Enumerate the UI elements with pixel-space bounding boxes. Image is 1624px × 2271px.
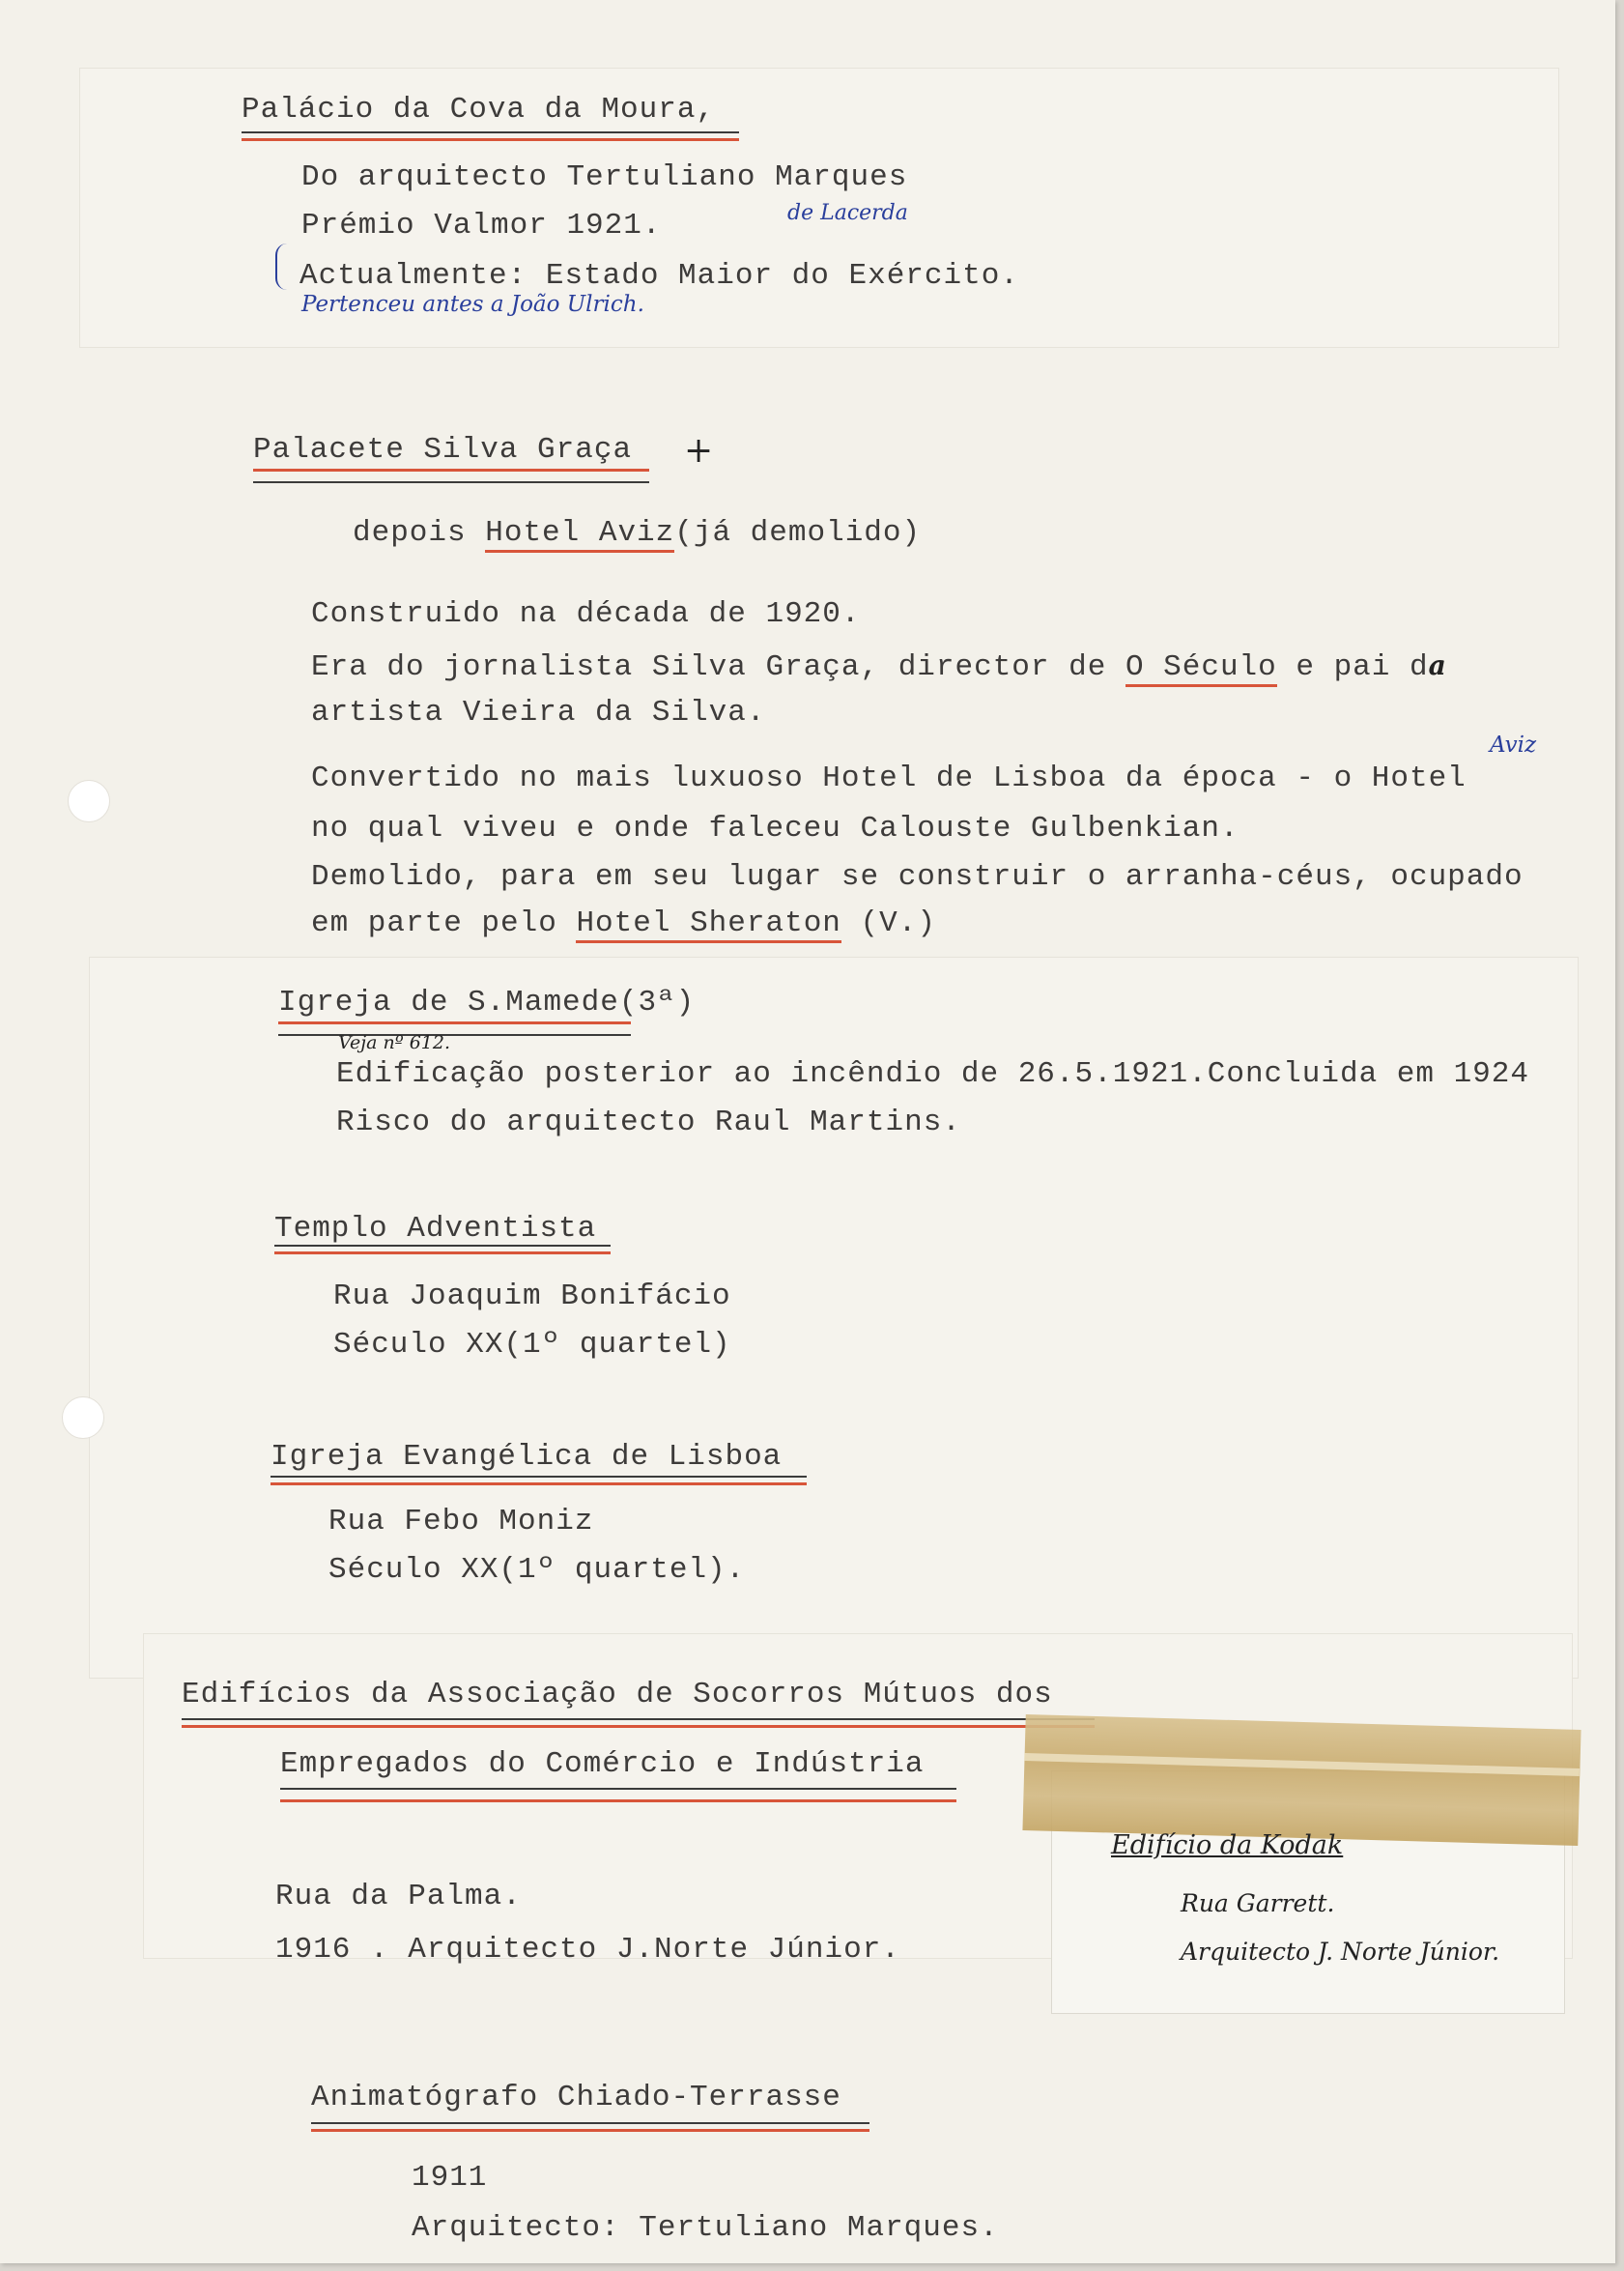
ja-demolido-label: (já demolido)	[674, 516, 922, 550]
cross-mark: +	[684, 431, 714, 471]
socorros-underline-1-red	[182, 1725, 1095, 1728]
silva-graca-line4: Convertido no mais luxuoso Hotel de Lisboa da época - o Hotel	[311, 762, 1467, 795]
cova-moura-line2: Prémio Valmor 1921.	[301, 209, 662, 243]
silva-graca-line1: Construido na década de 1920.	[311, 597, 861, 631]
socorros-underline-1	[182, 1718, 1095, 1720]
o-seculo-label: O Século	[1125, 650, 1277, 687]
socorros-underline-2-red	[280, 1799, 956, 1802]
line2-part-b: e pai d	[1276, 650, 1429, 684]
cova-moura-title: Palácio da Cova da Moura,	[242, 93, 716, 127]
mamede-line1: Edificação posterior ao incêndio de 26.5.1921.Concluida em 1924	[336, 1057, 1529, 1091]
kodak-card-title: Edifício da Kodak	[1111, 1830, 1344, 1860]
silva-graca-underline-red	[253, 469, 649, 472]
chiado-underline	[311, 2122, 869, 2124]
evangelica-underline	[271, 1476, 807, 1478]
punch-hole-top	[68, 780, 110, 822]
chiado-underline-red	[311, 2129, 869, 2132]
adventista-line2: Século XX(1º quartel)	[333, 1328, 731, 1362]
hotel-sheraton-label: Hotel Sheraton	[576, 906, 840, 943]
socorros-underline-2	[280, 1788, 956, 1790]
hotel-aviz-label: Hotel Aviz	[485, 516, 674, 553]
cova-moura-underline	[242, 131, 739, 133]
line2-part-a: Era do jornalista Silva Graça, director de	[311, 650, 1125, 684]
cova-moura-line3: Actualmente: Estado Maior do Exército.	[299, 259, 1019, 293]
line2-pen-correction: a	[1428, 649, 1447, 681]
socorros-line2: 1916 . Arquitecto J.Norte Júnior.	[275, 1933, 900, 1967]
adventista-underline-red	[274, 1251, 611, 1254]
cova-moura-underline-red	[242, 138, 739, 141]
adventista-title: Templo Adventista	[274, 1212, 597, 1246]
note-joao-ulrich: Pertenceu antes a João Ulrich.	[301, 292, 644, 317]
adventista-underline	[274, 1245, 611, 1247]
socorros-title-2: Empregados do Comércio e Indústria	[280, 1747, 925, 1781]
note-veja: Veja nº 612.	[338, 1032, 450, 1053]
mamede-underline	[278, 1034, 631, 1036]
note-aviz: Aviz	[1490, 733, 1537, 758]
silva-graca-title: Palacete Silva Graça	[253, 433, 633, 467]
mamede-line2: Risco do arquitecto Raul Martins.	[336, 1106, 961, 1139]
evangelica-line2: Século XX(1º quartel).	[328, 1553, 746, 1587]
depois-hotel-aviz	[353, 516, 921, 550]
silva-graca-line7	[311, 906, 936, 940]
silva-graca-underline	[253, 481, 649, 483]
silva-graca-line6: Demolido, para em seu lugar se construir o arranha-céus, ocupado	[311, 860, 1524, 894]
chiado-line1: 1911	[412, 2161, 488, 2195]
chiado-line2: Arquitecto: Tertuliano Marques.	[412, 2211, 999, 2245]
chiado-title: Animatógrafo Chiado-Terrasse	[311, 2081, 841, 2114]
evangelica-title: Igreja Evangélica de Lisboa	[271, 1440, 783, 1474]
silva-graca-line5: no qual viveu e onde faleceu Calouste Gulbenkian.	[311, 812, 1239, 846]
bracket-mark	[275, 244, 287, 290]
socorros-line1: Rua da Palma.	[275, 1880, 522, 1913]
punch-hole-bottom	[62, 1396, 104, 1439]
note-de-lacerda: de Lacerda	[787, 201, 908, 225]
line7-part-a: em parte pelo	[311, 906, 577, 940]
mamede-title: Igreja de S.Mamede(3ª)	[278, 986, 696, 1020]
evangelica-line1: Rua Febo Moniz	[328, 1505, 594, 1538]
adventista-line1: Rua Joaquim Bonifácio	[333, 1279, 731, 1313]
silva-graca-line2	[311, 649, 1447, 684]
silva-graca-line3: artista Vieira da Silva.	[311, 696, 766, 730]
adhesive-tape	[1022, 1714, 1581, 1846]
cova-moura-line1: Do arquitecto Tertuliano Marques	[301, 160, 908, 194]
evangelica-underline-red	[271, 1482, 807, 1485]
line7-part-b: (V.)	[840, 906, 936, 940]
socorros-title-1: Edifícios da Associação de Socorros Mútuos dos	[182, 1678, 1053, 1711]
kodak-card-line2: Arquitecto J. Norte Júnior.	[1181, 1938, 1500, 1966]
mamede-underline-red	[278, 1021, 631, 1024]
kodak-card-line1: Rua Garrett.	[1181, 1889, 1335, 1917]
depois-label: depois	[353, 516, 467, 550]
